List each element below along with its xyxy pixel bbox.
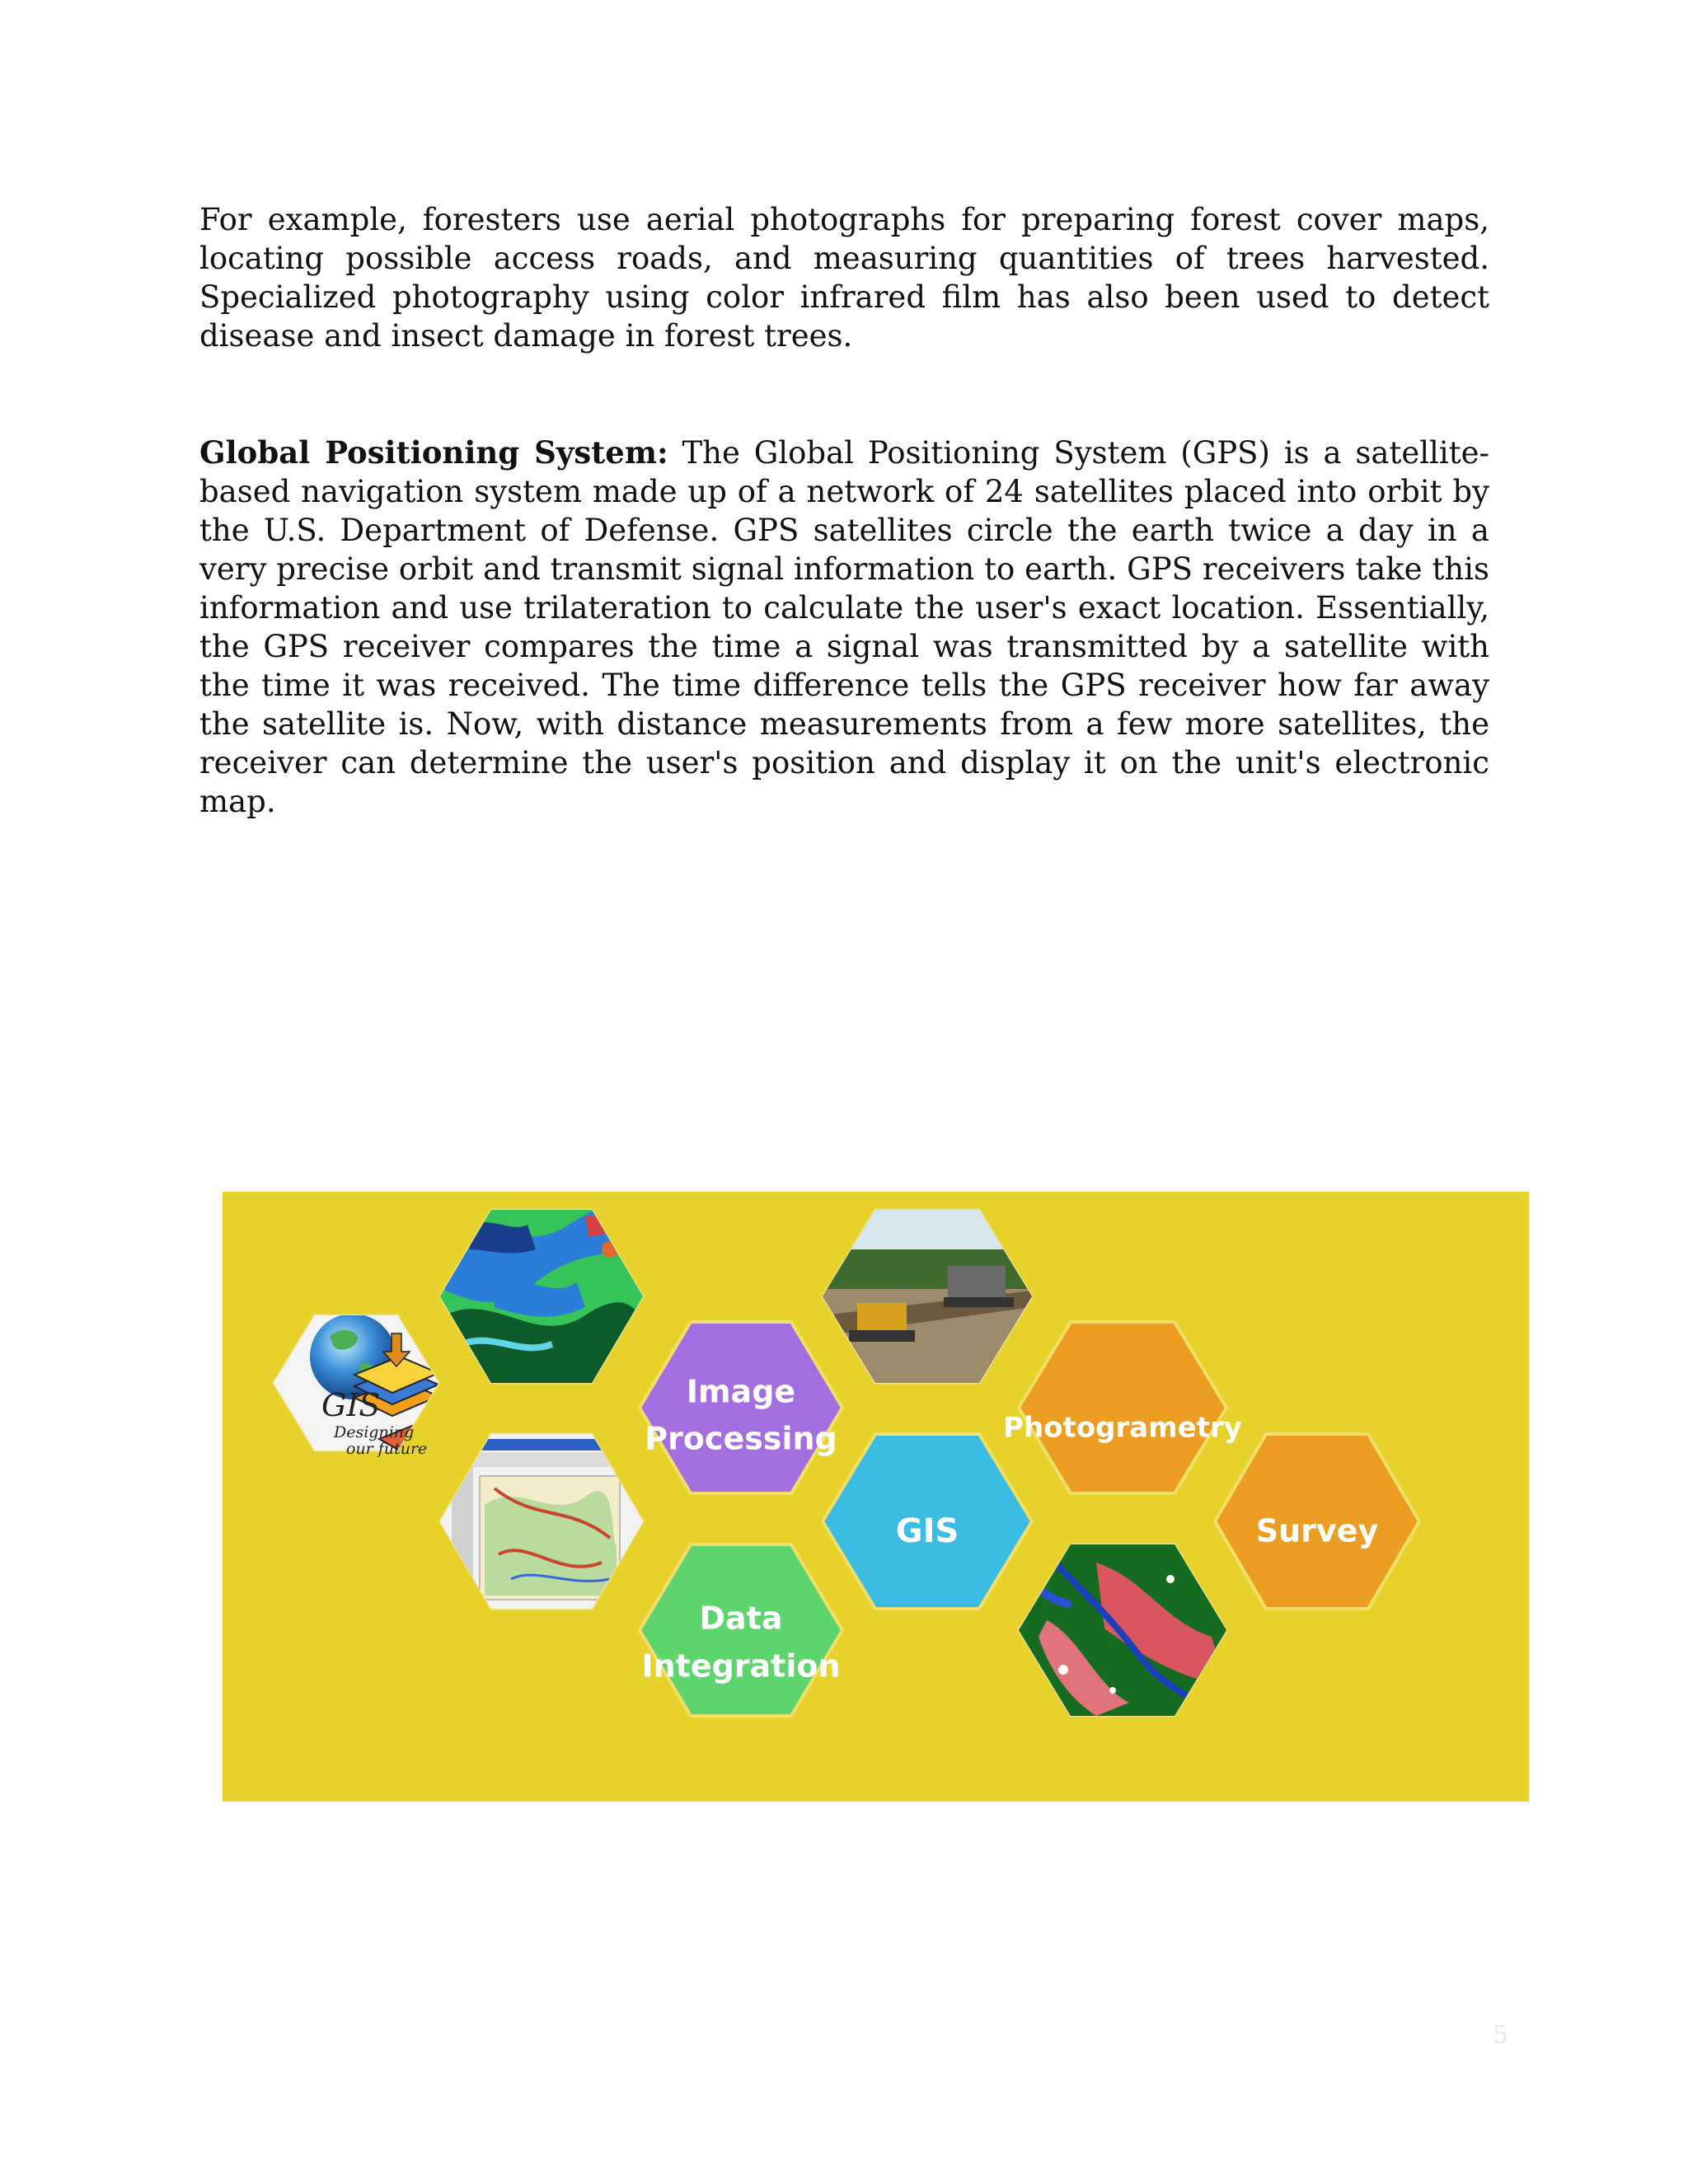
bulldozer-icon xyxy=(857,1303,907,1331)
construction-photo-image xyxy=(823,1210,1032,1383)
hex-label-gis: GIS xyxy=(895,1512,959,1550)
topographic-map-image xyxy=(440,1200,651,1383)
gis-logo-text: GIS xyxy=(321,1387,381,1423)
paragraph-aerial-photography: For example, foresters use aerial photographs for preparing forest cover maps, locating possible access roads, and measuring quantities of trees harvested. Specialized photography using color infrared film has also been used to detect disease and insect damage in forest trees. xyxy=(199,202,1489,354)
page-number: 5 xyxy=(1492,2021,1508,2050)
hex-survey xyxy=(1215,1434,1419,1609)
hex-label-data: Data xyxy=(699,1600,783,1637)
gis-tagline-line2: our future xyxy=(346,1440,428,1458)
hex-label-processing: Processing xyxy=(645,1420,837,1457)
hex-label-image: Image xyxy=(686,1373,796,1410)
satellite-landuse-image xyxy=(1019,1544,1226,1716)
hex-label-integration: Integration xyxy=(641,1647,841,1685)
hex-data-integration xyxy=(640,1544,842,1716)
gps-body-text: The Global Positioning System (GPS) is a satellite-based navigation system made up of a network of 24 satellites placed into orbit by the U.S. Department of Defense. GPS satellites circle the earth twice a day in a very precise orbit and transmit signal information to earth. GPS receivers take this information and use trilateration to calculate the user's exact location. Essentially, the GPS receiver compares the time a signal was transmitted by a satellite with the time it was received. The time difference tells the GPS receiver how far away the satellite is. Now, with distance measurements from a few more satellites, the receiver can determine the user's position and display it on the unit's electronic map. xyxy=(199,435,1489,819)
gis-software-screenshot-image xyxy=(440,1434,643,1609)
gis-tagline-line1: Designing xyxy=(334,1423,415,1441)
gis-hexagon-figure xyxy=(223,1192,1529,1802)
hex-label-survey: Survey xyxy=(1255,1512,1379,1549)
hex-image-processing xyxy=(640,1322,842,1493)
gis-logo-hex xyxy=(274,1314,447,1458)
gps-heading: Global Positioning System: xyxy=(199,434,668,471)
paragraph-gps xyxy=(199,434,1489,821)
hex-label-photogrammetry: Photogrametry xyxy=(1003,1411,1242,1445)
hex-gis xyxy=(823,1434,1032,1609)
hex-photogrammetry xyxy=(1003,1322,1242,1493)
